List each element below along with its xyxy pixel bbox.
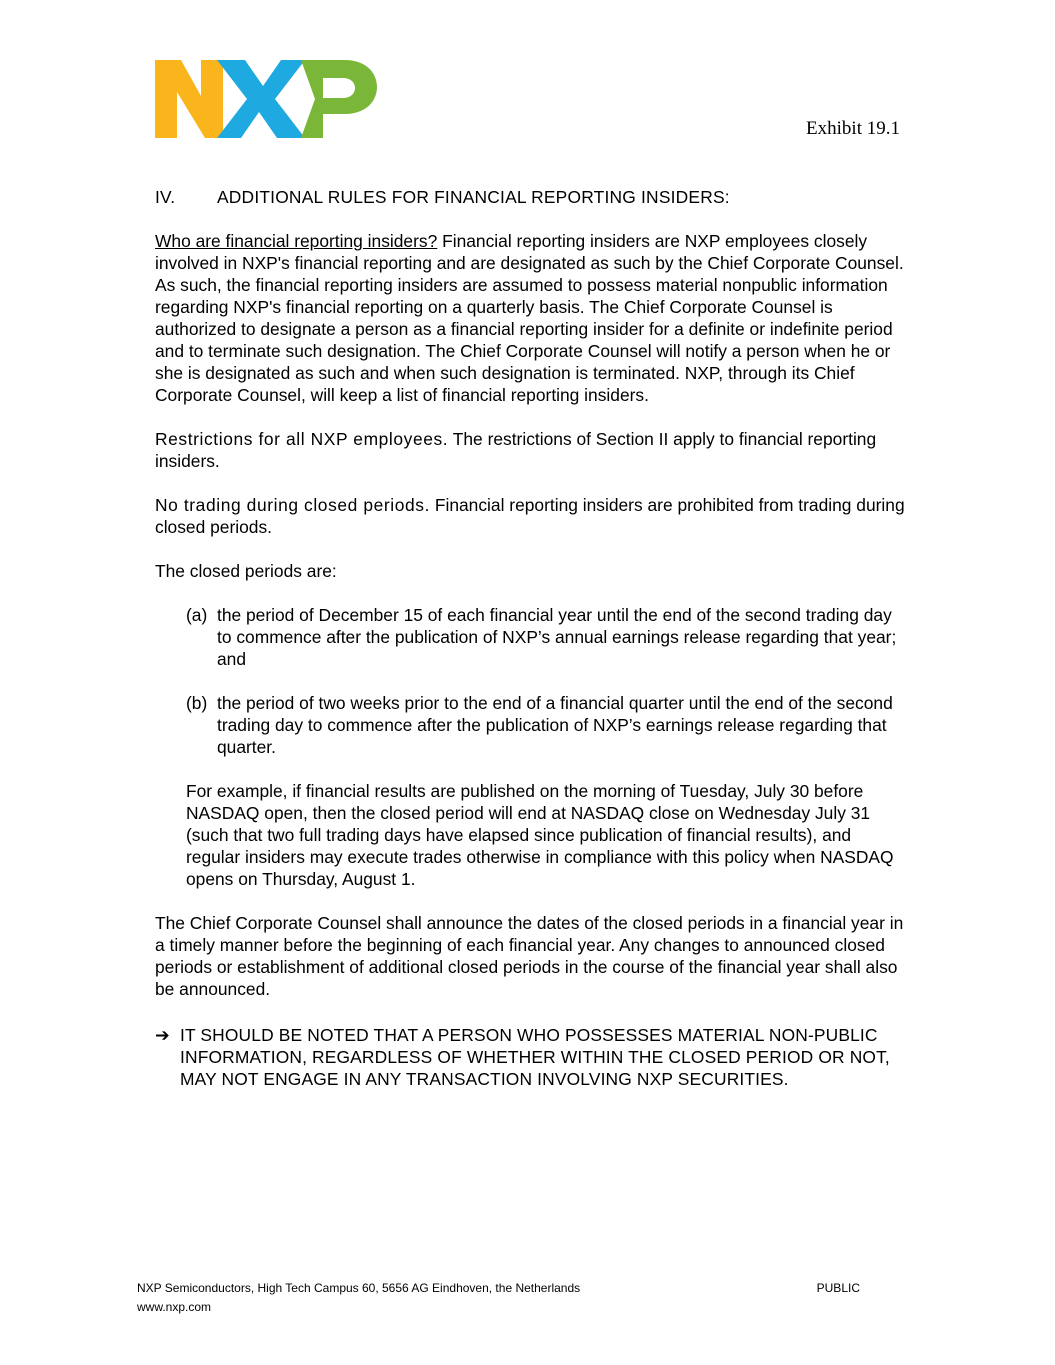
document-body [155, 186, 905, 1090]
exhibit-label: Exhibit 19.1 [806, 118, 900, 139]
who-lead: Who are financial reporting insiders? [155, 231, 438, 251]
list-item-label: (b) [186, 693, 208, 713]
classification-label: PUBLIC [816, 1281, 860, 1295]
who-body: Financial reporting insiders are NXP employees closely involved in NXP's financial reporting and are designated as such by the Chief Corporate Counsel. As such, the financial reporting insiders are assumed to possess material nonpublic information regarding NXP's financial reporting on a quarterly basis. The Chief Corporate Counsel is authorized to designate a person as a financial reporting insider for a definite or indefinite period and to terminate such designation. The Chief Corporate Counsel will notify a person when he or she is designated as such and when such designation is terminated. NXP, through its Chief Corporate Counsel, will keep a list of financial reporting insiders. [155, 231, 904, 405]
announce-paragraph: The Chief Corporate Counsel shall announce the dates of the closed periods in a financial year in a timely manner before the beginning of each financial year. Any changes to announced closed periods or establishment of additional closed periods in the course of the financial year shall also be announced. [155, 913, 904, 999]
nxp-logo [155, 60, 377, 138]
logo-letter-n [155, 60, 223, 138]
notice-block [155, 1024, 905, 1090]
list-item-text: the period of two weeks prior to the end of a financial quarter until the end of the second trading day to commence after the publication of NXP’s earnings release regarding that quarter. [217, 693, 893, 757]
arrow-right-icon: ➔ [155, 1025, 170, 1045]
no-trading-lead: No trading during closed periods. [155, 495, 431, 515]
closed-periods-intro: The closed periods are: [155, 561, 337, 581]
page-footer [137, 1279, 877, 1317]
logo-letter-p [301, 60, 377, 138]
list-item [186, 604, 905, 670]
footer-website: www.nxp.com [137, 1300, 212, 1314]
section-title: ADDITIONAL RULES FOR FINANCIAL REPORTING INSIDERS: [217, 187, 730, 207]
list-item-text: the period of December 15 of each financial year until the end of the second trading day to commence after the publication of NXP’s annual earnings release regarding that year; and [217, 605, 897, 669]
notice-text: IT SHOULD BE NOTED THAT A PERSON WHO POSSESSES MATERIAL NON-PUBLIC INFORMATION, REGARDLESS OF WHETHER WITHIN THE CLOSED PERIOD OR NOT, MAY NOT ENGAGE IN ANY TRANSACTION INVOLVING NXP SECURITIES. [180, 1025, 890, 1089]
list-item-label: (a) [186, 605, 208, 625]
logo-letter-x [217, 60, 305, 138]
no-trading-body: Financial reporting insiders are prohibited from trading during closed periods. [155, 495, 905, 537]
list-item [186, 692, 905, 758]
section-heading [155, 186, 905, 208]
example-paragraph: For example, if financial results are published on the morning of Tuesday, July 30 before NASDAQ open, then the closed period will end at NASDAQ close on Wednesday July 31 (such that two full trading days have elapsed since publication of financial results), and regular insiders may execute trades otherwise in compliance with this policy when NASDAQ opens on Thursday, August 1. [186, 781, 894, 889]
restrictions-lead: Restrictions for all NXP employees. [155, 429, 449, 449]
footer-address: NXP Semiconductors, High Tech Campus 60, 5656 AG Eindhoven, the Netherlands [137, 1281, 581, 1295]
no-trading-paragraph [155, 494, 905, 538]
restrictions-body: The restrictions of Section II apply to financial reporting insiders. [155, 429, 877, 471]
restrictions-paragraph [155, 428, 905, 472]
section-number: IV. [155, 187, 176, 207]
who-paragraph [155, 230, 905, 406]
closed-periods-list [186, 604, 905, 758]
